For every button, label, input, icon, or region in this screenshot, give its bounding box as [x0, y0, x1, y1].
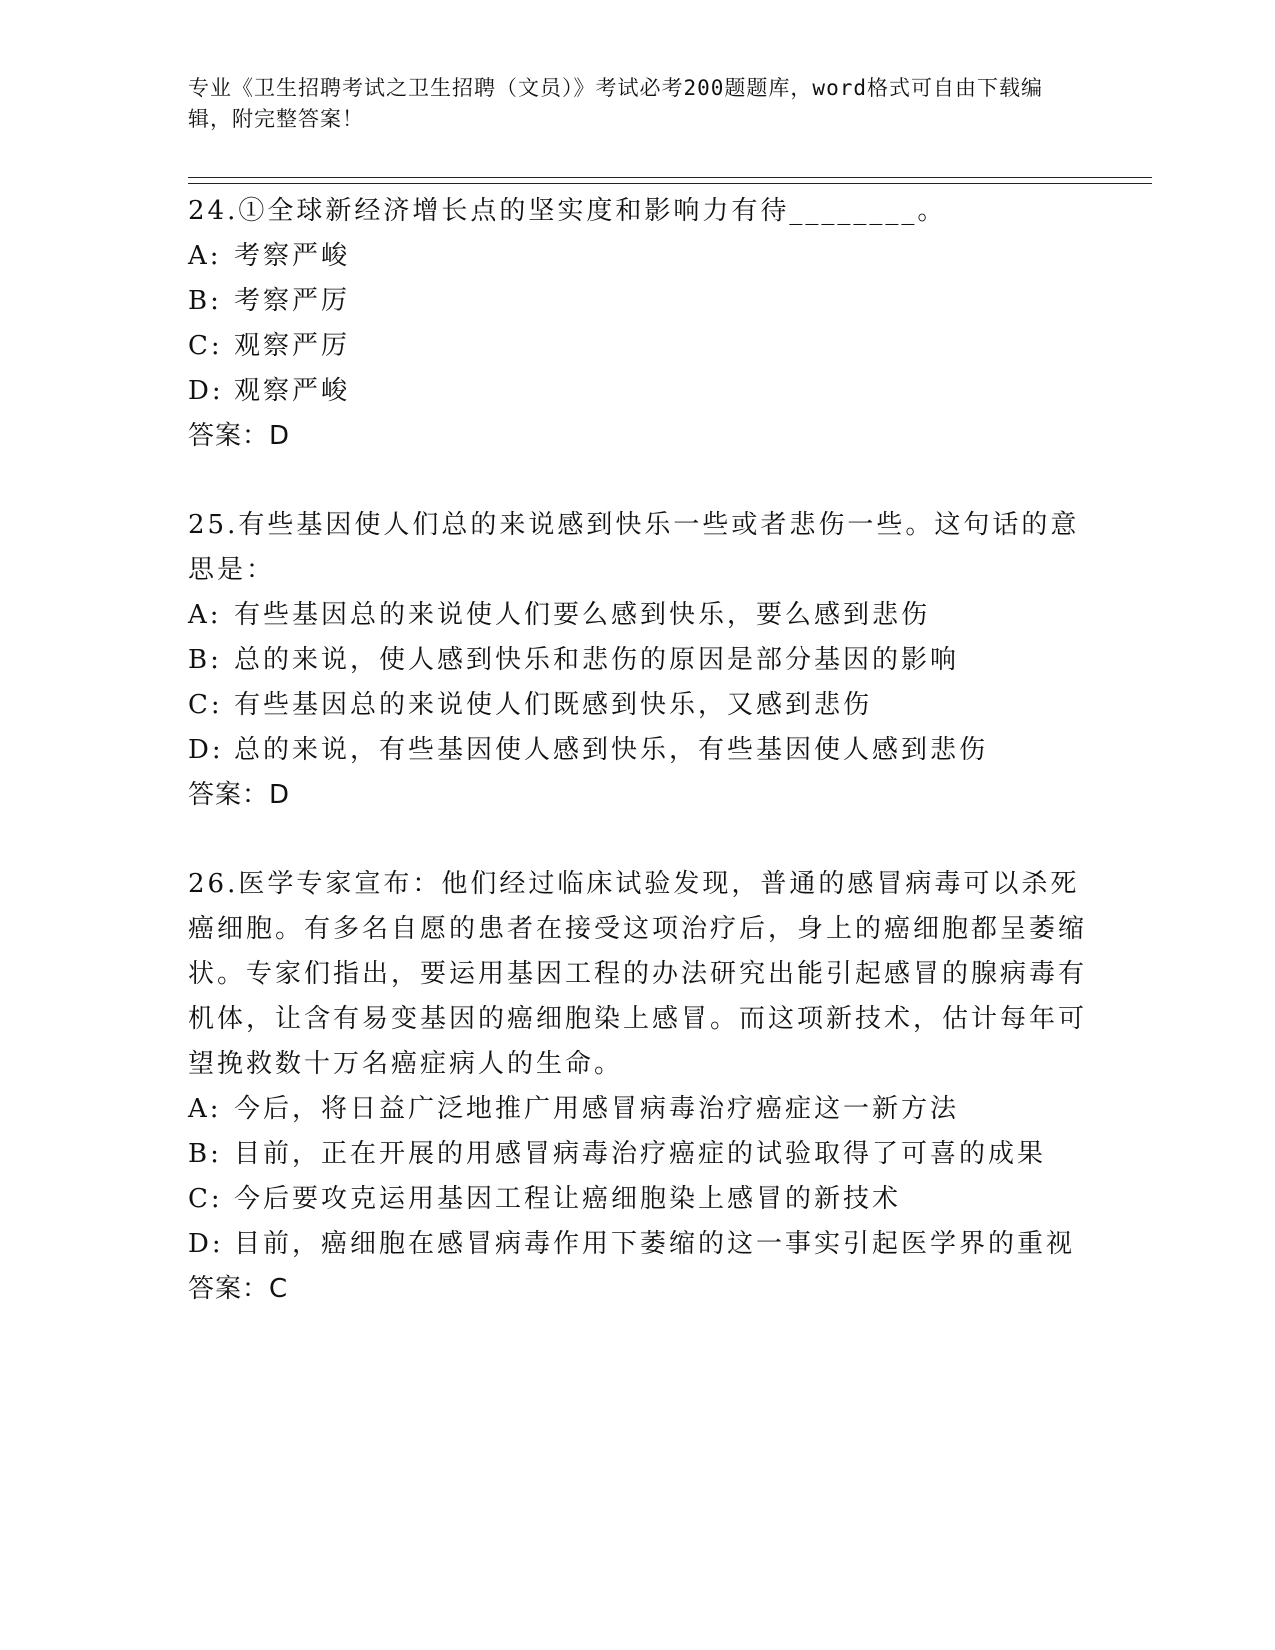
option-b	[188, 279, 1088, 324]
option-text: 观察严厉	[234, 331, 351, 361]
option-text: 考察严峻	[234, 241, 351, 271]
option-c	[188, 324, 1088, 369]
option-letter: A:	[188, 241, 222, 271]
option-text: 有些基因总的来说使人们既感到快乐，又感到悲伤	[234, 690, 873, 720]
option-letter: A:	[188, 1094, 222, 1124]
option-letter: D:	[188, 376, 224, 406]
question-stem: 26.医学专家宣布：他们经过临床试验发现，普通的感冒病毒可以杀死癌细胞。有多名自愿的患者在接受这项治疗后，身上的癌细胞都呈萎缩状。专家们指出，要运用基因工程的办法研究出能引起感冒的腺病毒有机体，让含有易变基因的癌细胞染上感冒。而这项新技术，估计每年可望挽救数十万名癌症病人的生命。	[188, 869, 1088, 1079]
option-letter: D:	[188, 735, 224, 765]
question-26	[188, 862, 1088, 1312]
option-b	[188, 638, 1088, 683]
option-d	[188, 369, 1088, 414]
question-25	[188, 503, 1088, 818]
option-letter: C:	[188, 1184, 223, 1214]
document-header: 专业《卫生招聘考试之卫生招聘（文员）》考试必考200题题库，word格式可自由下载编辑，附完整答案！	[188, 76, 1043, 131]
option-text: 总的来说，使人感到快乐和悲伤的原因是部分基因的影响	[234, 645, 960, 675]
question-list	[188, 189, 1088, 1356]
option-letter: B:	[188, 645, 222, 675]
option-d	[188, 728, 1088, 773]
option-letter: A:	[188, 600, 222, 630]
option-text: 考察严厉	[234, 286, 351, 316]
option-letter: B:	[188, 1139, 222, 1169]
option-c	[188, 683, 1088, 728]
answer-line: 答案：D	[188, 421, 291, 451]
question-stem: 24.①全球新经济增长点的坚实度和影响力有待________。	[188, 196, 947, 226]
header-rule-top	[188, 177, 1152, 178]
option-letter: B:	[188, 286, 222, 316]
option-letter: C:	[188, 690, 223, 720]
option-c	[188, 1177, 1088, 1222]
option-text: 今后要攻克运用基因工程让癌细胞染上感冒的新技术	[234, 1184, 902, 1214]
option-a	[188, 593, 1088, 638]
option-text: 有些基因总的来说使人们要么感到快乐，要么感到悲伤	[234, 600, 931, 630]
option-text: 总的来说，有些基因使人感到快乐，有些基因使人感到悲伤	[234, 735, 989, 765]
option-text: 目前，癌细胞在感冒病毒作用下萎缩的这一事实引起医学界的重视	[234, 1229, 1076, 1259]
option-letter: C:	[188, 331, 223, 361]
question-24	[188, 189, 1088, 459]
option-b	[188, 1132, 1088, 1177]
header-rule-bottom	[188, 183, 1152, 184]
option-text: 观察严峻	[234, 376, 351, 406]
answer-line: 答案：D	[188, 780, 291, 810]
option-letter: D:	[188, 1229, 224, 1259]
option-a	[188, 234, 1088, 279]
option-text: 目前，正在开展的用感冒病毒治疗癌症的试验取得了可喜的成果	[234, 1139, 1047, 1169]
answer-line: 答案：C	[188, 1274, 289, 1304]
question-stem: 25.有些基因使人们总的来说感到快乐一些或者悲伤一些。这句话的意思是：	[188, 510, 1080, 585]
option-text: 今后，将日益广泛地推广用感冒病毒治疗癌症这一新方法	[234, 1094, 960, 1124]
option-d	[188, 1222, 1088, 1267]
option-a	[188, 1087, 1088, 1132]
